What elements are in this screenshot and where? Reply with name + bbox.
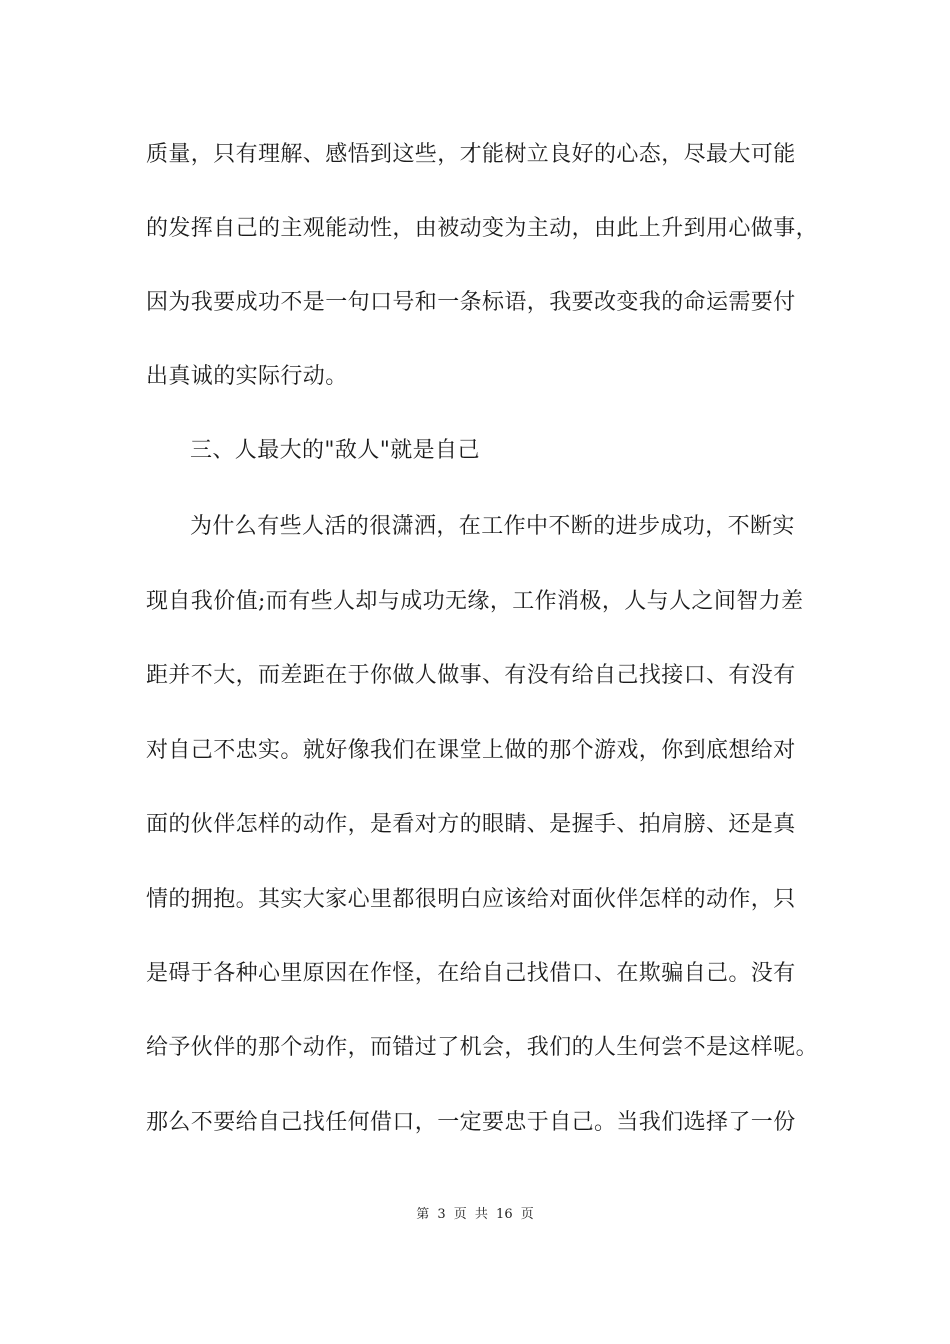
text-line: 给予伙伴的那个动作，而错过了机会，我们的人生何尝不是这样呢。 bbox=[146, 1035, 819, 1060]
text-line: 对自己不忠实。就好像我们在课堂上做的那个游戏，你到底想给对 bbox=[146, 738, 796, 763]
page-number-footer: 第 3 页 共 16 页 bbox=[416, 1207, 534, 1222]
text-line: 那么不要给自己找任何借口，一定要忠于自己。当我们选择了一份 bbox=[146, 1110, 796, 1135]
text-line: 距并不大，而差距在于你做人做事、有没有给自己找接口、有没有 bbox=[146, 663, 796, 688]
text-line: 因为我要成功不是一句口号和一条标语，我要改变我的命运需要付 bbox=[146, 290, 796, 315]
text-line: 质量，只有理解、感悟到这些，才能树立良好的心态，尽最大可能 bbox=[146, 142, 796, 167]
text-line: 出真诚的实际行动。 bbox=[146, 364, 348, 389]
text-line: 情的拥抱。其实大家心里都很明白应该给对面伙伴怎样的动作，只 bbox=[146, 887, 796, 912]
text-line: 的发挥自己的主观能动性，由被动变为主动，由此上升到用心做事， bbox=[146, 216, 819, 241]
text-line: 现自我价值;而有些人却与成功无缘，工作消极，人与人之间智力差 bbox=[146, 589, 804, 614]
text-line: 是碍于各种心里原因在作怪，在给自己找借口、在欺骗自己。没有 bbox=[146, 961, 796, 986]
text-line: 面的伙伴怎样的动作，是看对方的眼睛、是握手、拍肩膀、还是真 bbox=[146, 812, 796, 837]
section-heading: 三、人最大的"敌人"就是自己 bbox=[190, 438, 480, 463]
text-line: 为什么有些人活的很潇洒，在工作中不断的进步成功，不断实 bbox=[190, 514, 795, 539]
